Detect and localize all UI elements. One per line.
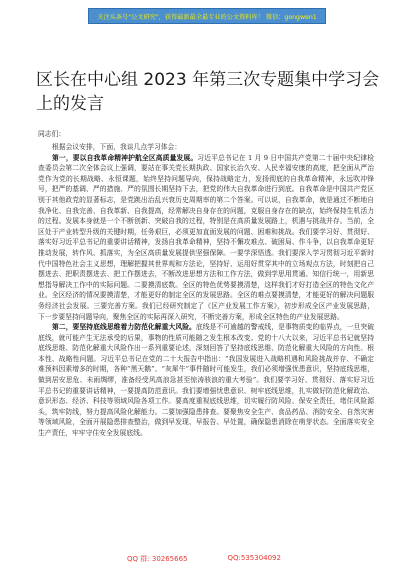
section-2-heading: 第二，要坚持底线思维着力防范化解重大风险。 [52, 323, 196, 332]
section-1-heading: 第一，要以自我革命精神护航全区高质量发展。 [52, 153, 198, 162]
contact-footer [0, 554, 408, 568]
qq-number: QQ:535304092 [227, 554, 281, 562]
greeting: 同志们： [38, 130, 66, 138]
promo-banner-text: 关注头条号"公文研究"，获得最新最全最专业的公文资料库！ 微信：gongwen1 [97, 13, 317, 21]
section-1-paragraph [38, 153, 374, 323]
qq-group: QQ 群: 30265665 [127, 555, 188, 563]
section-1-text: 习近平总书记在 1 月 9 日中国共产党第二十届中央纪律检查委员会第二次全体会议上强调，要站在事关党长期执政、国家长治久安、人民幸福安康的高度，把全面从严治党作为党的长期战略、永恒课题，始终坚持问题导向，保持战略定力，发扬彻底的自我革命精神，永远吹冲锋号，把严的基调、严的措施、严的氛围长期坚持下去，把党的伟大自我革命进行到底。自我革命是中国共产党区别于其他政党的显著标志，是党跳出治乱兴衰历史周期率的第二个答案。可以说，自我革命，就是通过不断地自我净化、自我完善、自我革新、自我提高，经常解决自身存在的问题，克服自身存在的缺点，始终保持生机活力的过程。发展本身就是一个不断创新、突破自我的过程，特别是在高质量发展路上，机遇与挑战并存。当前，全区处于产业转型升级的关键时期，任务艰巨，必须更加直面发展的问题、困难和挑战。我们要学习好、贯彻好、落实好习近平总书记的重要讲话精神，发扬自我革命精神，坚持不懈攻难点、破困局、作斗争，以自我革命更好推动发展，转作风、抓落实，为全区高质量发展提供坚强保障。一要学深悟透。我们要深入学习贯彻习近平新时代中国特色社会主义思想，理解把握其世界观和方法论，坚持好、运用好贯穿其中的立场观点方法，时刻把自己摆进去、把职责摆进去、把工作摆进去，不断改进思想方法和工作方法，做到学思用贯通、知信行统一，用新思想指导解决工作中的实际问题。二要摸清底数。全区的特色优势要摸清楚，这样我们才好打造全区的特色文化产业。全区经济的情况要摸清楚，才能更好的制定全区的发展思路。全区的难点要摸清楚，才能更好的解决问题服务经济社会发展。三要完善方案。我们已经研究制定了《区产业发展工作方案》，初步形成全区产业发展思路，下一步要坚持问题导向，聚焦全区的实际再深入研究，不断完善方案，形成全区特色的产业发展思路。 [38, 153, 374, 321]
document-title: 区长在中心组 2023 年第三次专题集中学习会上的发言 [36, 70, 380, 114]
section-2-text: 底线是不可逾越的警戒线，是事物质变的临界点，一旦突破底线，就可能产生无法承受的后果，事物的性质可能随之发生根本改变。党的十八大以来，习近平总书记就坚持底线思维、防范化解重大风险作出一系列重要论述，深刻回答了坚持底线思维、防范化解重大风险的方向性、根本性、战略性问题。习近平总书记在党的二十大报告中指出：“我国发展进入战略机遇和风险挑战并存、不确定难预料因素增多的时期，各种“黑天鹅”、“灰犀牛”事件随时可能发生，我们必须增强忧患意识，坚持底线思维，做到居安思危、未雨绸缪，准备经受风高浪急甚至惊涛骇浪的重大考验”。我们要学习好、贯彻好、落实好习近平总书记的重要讲话精神，一要提高防范意识。我们要增强忧患意识、树牢底线思维，扎实做好防范化解政治、意识形态、经济、科技等领域风险各项工作。要高度重视底线思维，切实履行防风险、保安全责任，堵住风险源头，筑牢防线，努力提高风险化解能力。二要加强隐患排查。要聚焦安全生产、食品药品、消防安全、自然灾害等领域风险，全面开展隐患排查整治，做到早发现、早报告、早处置，确保隐患消除在萌芽状态。全面落实安全生产责任，牢牢守住安全发展底线。 [38, 323, 374, 438]
intro-paragraph: 根据会议安排，下面，我谈几点学习体会： [52, 143, 182, 151]
section-2-paragraph [38, 322, 374, 439]
document-body [38, 142, 374, 439]
promo-banner [88, 8, 326, 24]
